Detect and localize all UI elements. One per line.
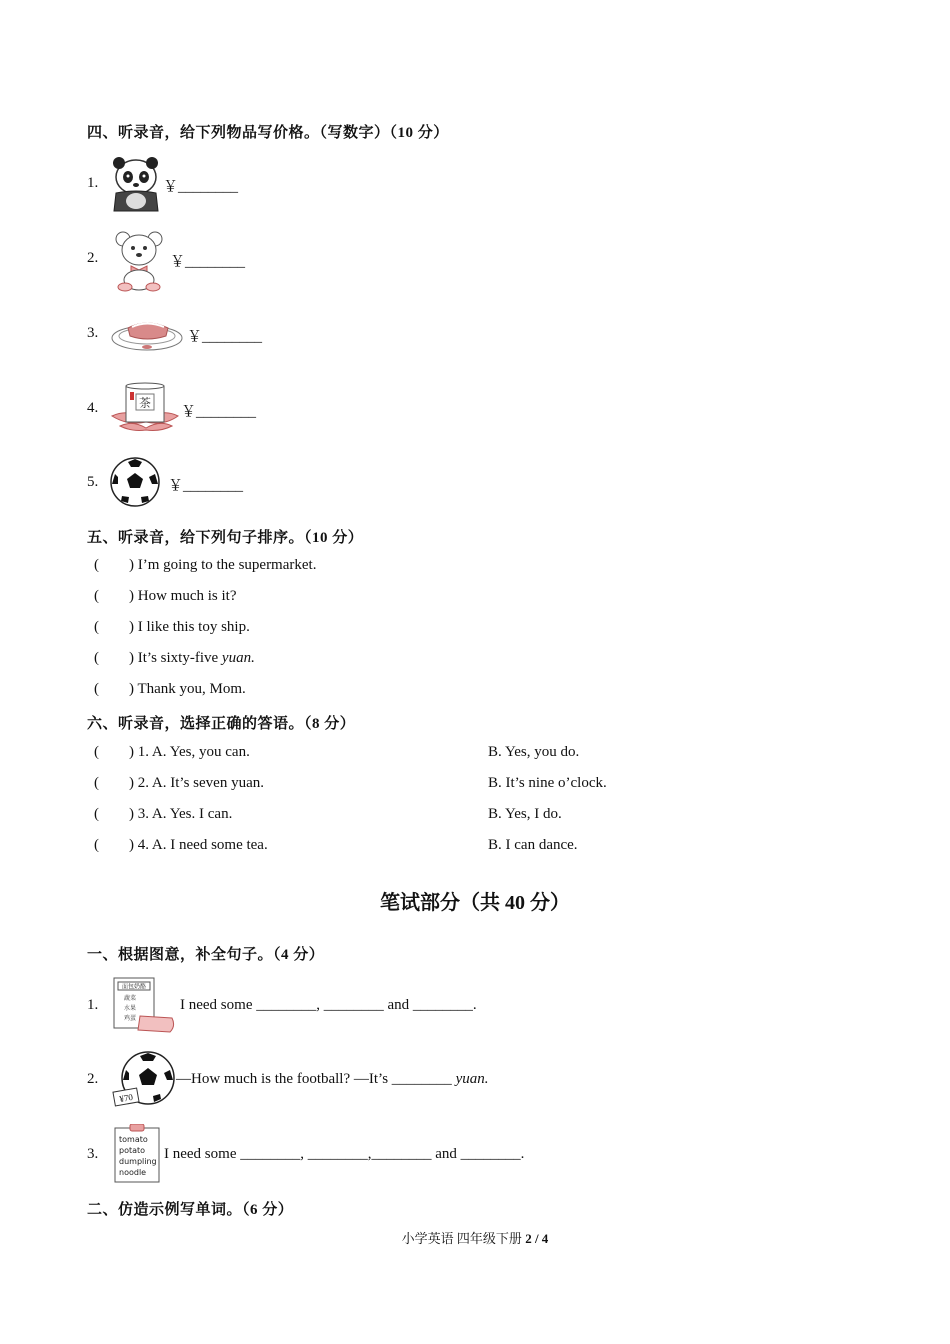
svg-text:茶: 茶 [138, 396, 152, 410]
svg-text:¥70: ¥70 [118, 1091, 134, 1105]
written-section1-heading: 一、根据图意，补全句子。（4 分） [87, 947, 325, 963]
order-item-1 [94, 557, 316, 574]
order-item-3 [94, 619, 250, 636]
choice-item-4 [94, 837, 268, 854]
svg-text:蔬菜: 蔬菜 [123, 995, 137, 1002]
order-item-5 [94, 681, 246, 698]
panda-icon [110, 155, 162, 213]
item-number: 4. [87, 400, 99, 416]
sentence: It’s sixty-five [137, 650, 222, 666]
cake-plate-icon [110, 314, 184, 354]
option-b: B. I can dance. [488, 837, 578, 853]
svg-text:水果: 水果 [123, 1005, 137, 1012]
answer-blank[interactable]: ( ) [94, 557, 134, 573]
teddy-bear-icon [113, 230, 165, 292]
written-item-1-text: I need some ________, ________ and ________. [180, 997, 477, 1013]
option-b: B. It’s nine o’clock. [488, 775, 607, 791]
option-a: 2. A. It’s seven yuan. [137, 775, 264, 791]
section4-heading: 四、听录音，给下列物品写价格。（写数字）（10 分） [87, 125, 449, 141]
footer-text: 小学英语 四年级下册 [401, 1231, 526, 1246]
shopping-list-icon [110, 976, 176, 1034]
answer-blank[interactable]: ( ) [94, 806, 134, 822]
price-item-2 [87, 250, 98, 267]
svg-text:面包奶酪: 面包奶酪 [121, 983, 147, 991]
item-number: 5. [87, 474, 99, 490]
item-number: 2. [87, 250, 99, 266]
shopping-note-icon [113, 1124, 161, 1184]
choice-item-3 [94, 806, 232, 823]
written-item-3-number: 3. [87, 1146, 99, 1162]
price-item-4 [87, 400, 98, 417]
item-number: 1. [87, 175, 99, 191]
sentence: How much is it? [137, 588, 237, 604]
svg-text:tomato: tomato [119, 1135, 148, 1144]
answer-blank[interactable]: ( ) [94, 650, 134, 666]
price-blank-1: ￥________ [163, 179, 239, 195]
price-blank-5: ￥________ [168, 478, 244, 494]
answer-blank[interactable]: ( ) [94, 619, 134, 635]
written-item-2-sentence: —How much is the football? —It’s ________ [176, 1071, 456, 1087]
svg-text:dumpling: dumpling [119, 1157, 157, 1166]
section6-heading: 六、听录音，选择正确的答语。（8 分） [87, 716, 356, 732]
price-blank-2: ￥________ [170, 254, 246, 270]
svg-text:鸡蛋: 鸡蛋 [123, 1015, 137, 1022]
answer-blank[interactable]: ( ) [94, 837, 134, 853]
written-part-title: 笔试部分（共 40 分） [380, 892, 570, 914]
answer-blank[interactable]: ( ) [94, 744, 134, 760]
written-item-2-text [176, 1071, 488, 1088]
page-number: 2 / 4 [525, 1231, 549, 1246]
written-item-1-number: 1. [87, 997, 99, 1013]
item-number: 3. [87, 325, 99, 341]
page-footer [0, 1228, 950, 1247]
section5-heading: 五、听录音，给下列句子排序。（10 分） [87, 530, 364, 546]
price-blank-4: ￥________ [181, 404, 257, 420]
option-b: B. Yes, I do. [488, 806, 562, 822]
option-a: 1. A. Yes, you can. [137, 744, 250, 760]
sentence-italic: yuan. [221, 650, 255, 666]
football-price-icon [112, 1050, 176, 1110]
choice-item-1 [94, 744, 250, 761]
option-a: 3. A. Yes. I can. [137, 806, 233, 822]
order-item-4 [94, 650, 255, 667]
football-icon [109, 456, 161, 508]
sentence: I’m going to the supermarket. [137, 557, 317, 573]
price-item-5 [87, 474, 98, 491]
tea-jar-icon [110, 382, 180, 434]
written-item-3-text: I need some ________, ________,________ and ________. [164, 1146, 525, 1162]
answer-blank[interactable]: ( ) [94, 775, 134, 791]
choice-item-2 [94, 775, 264, 792]
price-item-3 [87, 325, 98, 342]
written-item-2-italic: yuan. [455, 1071, 489, 1087]
order-item-2 [94, 588, 237, 605]
answer-blank[interactable]: ( ) [94, 681, 134, 697]
written-item-2-number: 2. [87, 1071, 99, 1087]
written-section2-heading: 二、仿造示例写单词。（6 分） [87, 1202, 294, 1218]
option-a: 4. A. I need some tea. [137, 837, 268, 853]
answer-blank[interactable]: ( ) [94, 588, 134, 604]
sentence: I like this toy ship. [137, 619, 250, 635]
svg-text:potato: potato [119, 1146, 146, 1155]
sentence: Thank you, Mom. [137, 681, 246, 697]
option-b: B. Yes, you do. [488, 744, 580, 760]
price-blank-3: ￥________ [187, 329, 263, 345]
price-item-1 [87, 175, 98, 192]
svg-text:noodle: noodle [119, 1168, 147, 1177]
